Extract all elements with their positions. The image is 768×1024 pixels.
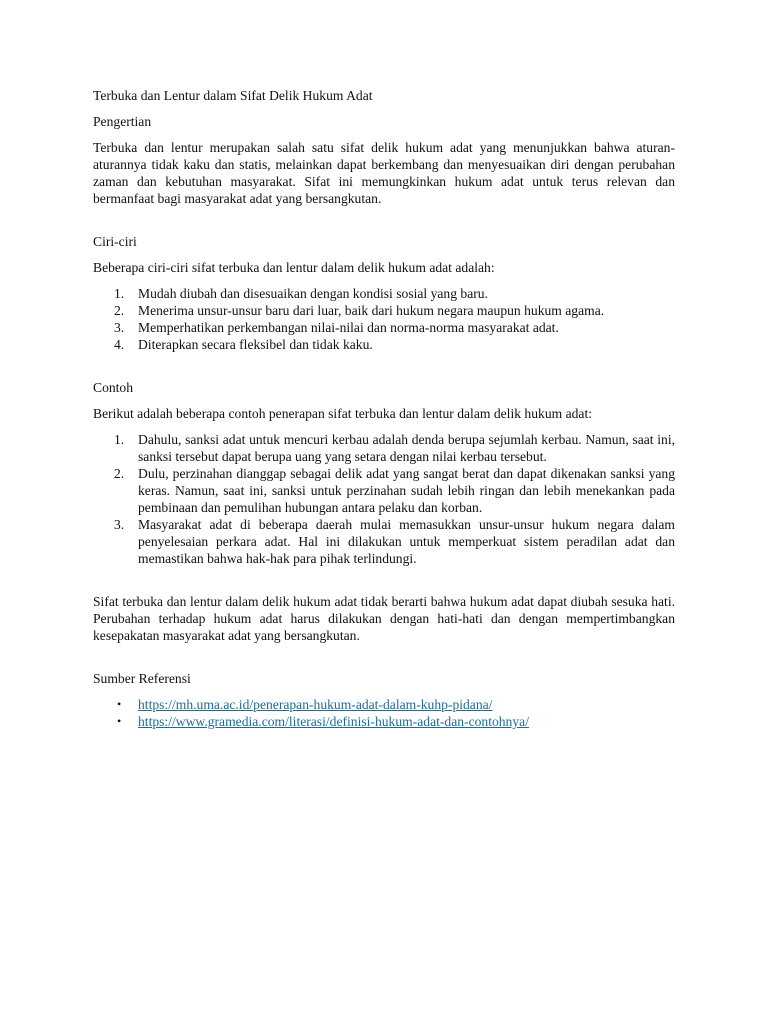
- list-item-number: 2.: [114, 466, 125, 481]
- closing-paragraph: Sifat terbuka dan lentur dalam delik hukum adat tidak berarti bahwa hukum adat dapat diubah sesuka hati. Perubahan terhadap hukum adat harus dilakukan dengan hati-hati dan dengan mempertimbangkan kesepakatan masyarakat adat yang bersangkutan.: [93, 594, 675, 643]
- reference-link-uma[interactable]: https://mh.uma.ac.id/penerapan-hukum-adat-dalam-kuhp-pidana/: [138, 697, 493, 712]
- reference-item: [93, 696, 675, 713]
- section-heading-ciri: Ciri-ciri: [93, 234, 137, 249]
- list-item: [93, 336, 675, 353]
- bullet-icon: •: [117, 714, 122, 728]
- document-title: Terbuka dan Lentur dalam Sifat Delik Hukum Adat: [93, 88, 373, 103]
- list-item-text: Dulu, perzinahan dianggap sebagai delik adat yang sangat berat dan dapat dikenakan sanksi yang keras. Namun, saat ini, sanksi untuk perzinahan sudah lebih ringan dan lebih menekankan pada pembinaan dan pemulihan hubungan antara pelaku dan korban.: [138, 466, 675, 515]
- list-item-number: 1.: [114, 286, 125, 301]
- section-heading-sumber: Sumber Referensi: [93, 671, 191, 686]
- reference-item: [93, 713, 675, 730]
- list-item-number: 4.: [114, 337, 125, 352]
- section-heading-contoh: Contoh: [93, 380, 134, 395]
- list-item-number: 3.: [114, 320, 125, 335]
- list-item: [93, 302, 675, 319]
- list-item-number: 2.: [114, 303, 125, 318]
- contoh-intro: Berikut adalah beberapa contoh penerapan sifat terbuka dan lentur dalam delik hukum adat:: [93, 406, 592, 421]
- bullet-icon: •: [117, 697, 122, 711]
- list-item-text: Masyarakat adat di beberapa daerah mulai memasukkan unsur-unsur hukum negara dalam penyelesaian perkara adat. Hal ini dilakukan untuk memperkuat sistem peradilan adat dan memastikan bahwa hak-hak para pihak terlindungi.: [138, 517, 675, 566]
- document-content: [93, 87, 675, 730]
- contoh-list: [93, 431, 675, 567]
- list-item-text: Menerima unsur-unsur baru dari luar, baik dari hukum negara maupun hukum agama.: [138, 303, 605, 318]
- pengertian-paragraph: Terbuka dan lentur merupakan salah satu sifat delik hukum adat yang menunjukkan bahwa aturan-aturannya tidak kaku dan statis, melainkan dapat berkembang dan menyesuaikan diri dengan perubahan zaman dan kebutuhan masyarakat. Sifat ini memungkinkan hukum adat untuk terus relevan dan bermanfaat bagi masyarakat adat yang bersangkutan.: [93, 140, 675, 206]
- list-item-text: Mudah diubah dan disesuaikan dengan kondisi sosial yang baru.: [138, 286, 488, 301]
- list-item-text: Dahulu, sanksi adat untuk mencuri kerbau adalah denda berupa sejumlah kerbau. Namun, saat ini, sanksi tersebut dapat berupa uang yang setara dengan nilai kerbau tersebut.: [138, 432, 675, 464]
- list-item-number: 3.: [114, 517, 125, 532]
- ciri-list: [93, 285, 675, 353]
- list-item-text: Memperhatikan perkembangan nilai-nilai dan norma-norma masyarakat adat.: [138, 320, 559, 335]
- reference-link-gramedia[interactable]: https://www.gramedia.com/literasi/definisi-hukum-adat-dan-contohnya/: [138, 714, 529, 729]
- reference-list: [93, 696, 675, 730]
- list-item-text: Diterapkan secara fleksibel dan tidak kaku.: [138, 337, 373, 352]
- list-item: [93, 516, 675, 567]
- section-heading-pengertian: Pengertian: [93, 114, 152, 129]
- list-item: [93, 465, 675, 516]
- list-item-number: 1.: [114, 432, 125, 447]
- list-item: [93, 319, 675, 336]
- ciri-intro: Beberapa ciri-ciri sifat terbuka dan lentur dalam delik hukum adat adalah:: [93, 260, 495, 275]
- list-item: [93, 431, 675, 465]
- list-item: [93, 285, 675, 302]
